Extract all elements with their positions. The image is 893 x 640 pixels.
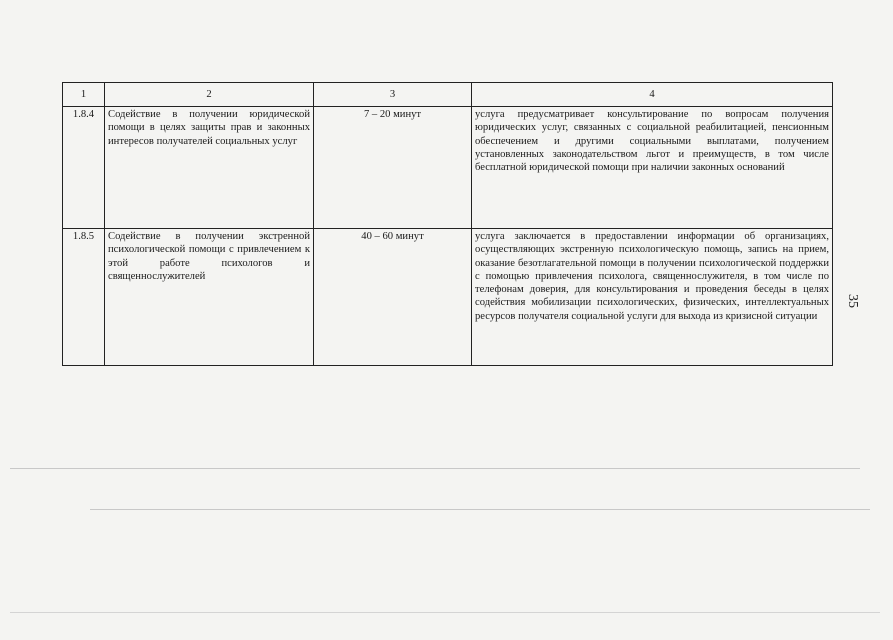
service-name: Содействие в получении экстренной психологической помощи с привлечением к этой работе психологов и священнослужителей	[105, 229, 314, 366]
header-cell-1: 1	[63, 83, 105, 107]
scan-artifact-line	[90, 509, 870, 510]
row-number: 1.8.5	[63, 229, 105, 366]
services-table	[62, 82, 833, 366]
table-row	[63, 229, 833, 366]
table-header-row	[63, 83, 833, 107]
table-row	[63, 107, 833, 229]
row-number: 1.8.4	[63, 107, 105, 229]
header-cell-3: 3	[314, 83, 472, 107]
scan-artifact-line	[10, 468, 860, 469]
service-name: Содействие в получении юридической помощи в целях защиты прав и законных интересов получателей социальных услуг	[105, 107, 314, 229]
scan-artifact-line	[10, 612, 880, 613]
service-time: 40 – 60 минут	[314, 229, 472, 366]
page-number: 35	[845, 294, 860, 308]
header-cell-2: 2	[105, 83, 314, 107]
service-description: услуга предусматривает консультирование по вопросам получения юридических услуг, связанных с социальной реабилитацией, пенсионным обеспечением и другими социальными выплатами, получением установленных законодательством льгот и преимуществ, в том числе бесплатной юридической помощи при наличии законных оснований	[472, 107, 833, 229]
service-description: услуга заключается в предоставлении информации об организациях, осуществляющих экстренную психологическую помощь, запись на прием, оказание безотлагательной помощи в получении психологической поддержки с помощью привлечения психолога, священнослужителя, в том числе по телефонам доверия, для консультирования и проведения беседы в целях содействия мобилизации психологических, физических, интеллектуальных ресурсов получателя социальной услуги для выхода из кризисной ситуации	[472, 229, 833, 366]
service-time: 7 – 20 минут	[314, 107, 472, 229]
header-cell-4: 4	[472, 83, 833, 107]
